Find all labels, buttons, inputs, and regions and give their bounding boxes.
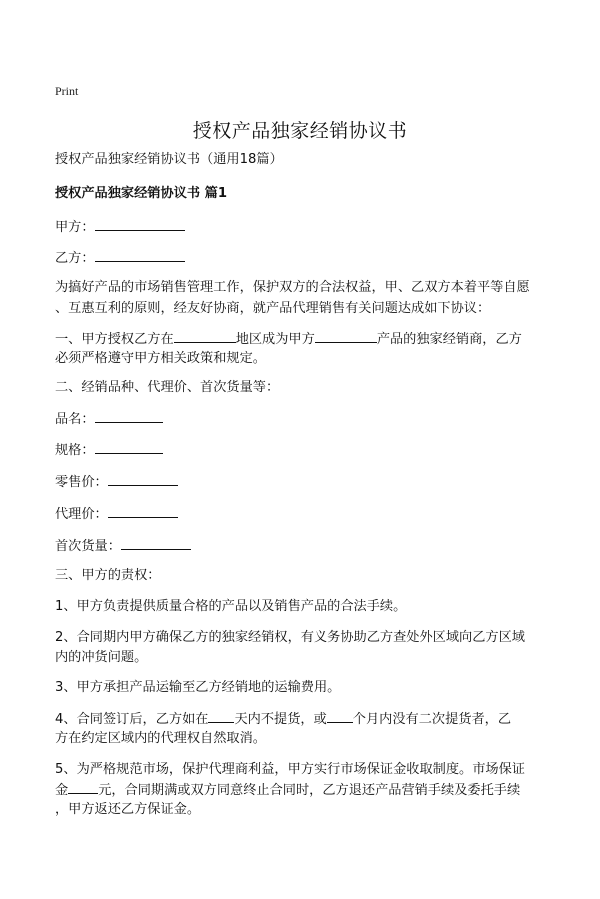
field-spec	[55, 439, 555, 462]
field-spec-label: 规格：	[55, 443, 95, 458]
item-1: 1、甲方负责提供质量合格的产品以及销售产品的合法手续。	[55, 599, 407, 614]
item-4-part-b: 天内不提货，或	[234, 712, 327, 727]
item-5-part-a: 金	[55, 783, 69, 798]
item-4-part-c: 个月内没有二次提货者，乙	[352, 712, 512, 727]
item-2-line-1: 2、合同期内甲方确保乙方的独家经销权，有义务协助乙方查处外区域向乙方区域	[55, 630, 525, 645]
item-4-part-a: 4、合同签订后，乙方如在	[55, 712, 209, 727]
party-b-line	[55, 247, 555, 270]
document-title: 授权产品独家经销协议书	[192, 120, 408, 142]
clause-2-heading: 二、经销品种、代理价、首次货量等：	[55, 380, 280, 395]
field-retail-price-blank	[108, 471, 178, 486]
field-first-qty	[55, 535, 555, 558]
field-agent-price-label: 代理价：	[55, 507, 108, 522]
item-4-blank-months	[327, 708, 353, 723]
field-agent-price	[55, 503, 555, 526]
clause-1-blank-product	[315, 328, 377, 343]
intro-line-1: 为搞好产品的市场销售管理工作，保护双方的合法权益，甲、乙双方本着平等自愿	[55, 280, 530, 295]
clause-3-heading: 三、甲方的责权：	[55, 568, 161, 583]
party-b-blank	[95, 247, 185, 262]
clause-1-line-2: 必须严格遵守甲方相关政策和规定。	[55, 351, 266, 366]
field-first-qty-label: 首次货量：	[55, 539, 121, 554]
item-2-line-2: 内的冲货问题。	[55, 650, 148, 665]
item-5-blank-deposit	[68, 779, 98, 794]
subtitle: 授权产品独家经销协议书（通用18篇）	[55, 152, 283, 167]
party-b-label: 乙方：	[55, 251, 95, 266]
item-5-part-b: 元，合同期满或双方同意终止合同时，乙方退还产品营销手续及委托手续	[98, 783, 521, 798]
party-a-label: 甲方：	[55, 220, 95, 235]
clause-1-blank-region	[174, 328, 236, 343]
clause-1-part-b: 地区成为甲方	[235, 332, 315, 347]
field-retail-price	[55, 471, 555, 494]
intro-line-2: 、互惠互利的原则，经友好协商，就产品代理销售有关问题达成如下协议：	[55, 301, 491, 316]
field-retail-price-label: 零售价：	[55, 475, 108, 490]
item-4-blank-days	[208, 708, 234, 723]
clause-1-part-c: 产品的独家经销商，乙方	[376, 332, 522, 347]
field-first-qty-blank	[121, 535, 191, 550]
section-heading: 授权产品独家经销协议书 篇1	[55, 186, 228, 201]
field-product-name	[55, 408, 555, 431]
field-agent-price-blank	[108, 503, 178, 518]
item-4-line-2: 方在约定区域内的代理权自然取消。	[55, 731, 266, 746]
party-a-line	[55, 216, 555, 239]
print-label: Print	[55, 84, 79, 98]
clause-1-part-a: 一、甲方授权乙方在	[55, 332, 174, 347]
field-spec-blank	[95, 439, 163, 454]
item-5-line-3: ，甲方返还乙方保证金。	[55, 802, 201, 817]
field-product-name-label: 品名：	[55, 412, 95, 427]
item-5-line-1: 5、为严格规范市场，保护代理商利益，甲方实行市场保证金收取制度。市场保证	[55, 762, 525, 777]
party-a-blank	[95, 216, 185, 231]
field-product-name-blank	[95, 408, 163, 423]
item-3: 3、甲方承担产品运输至乙方经销地的运输费用。	[55, 680, 341, 695]
